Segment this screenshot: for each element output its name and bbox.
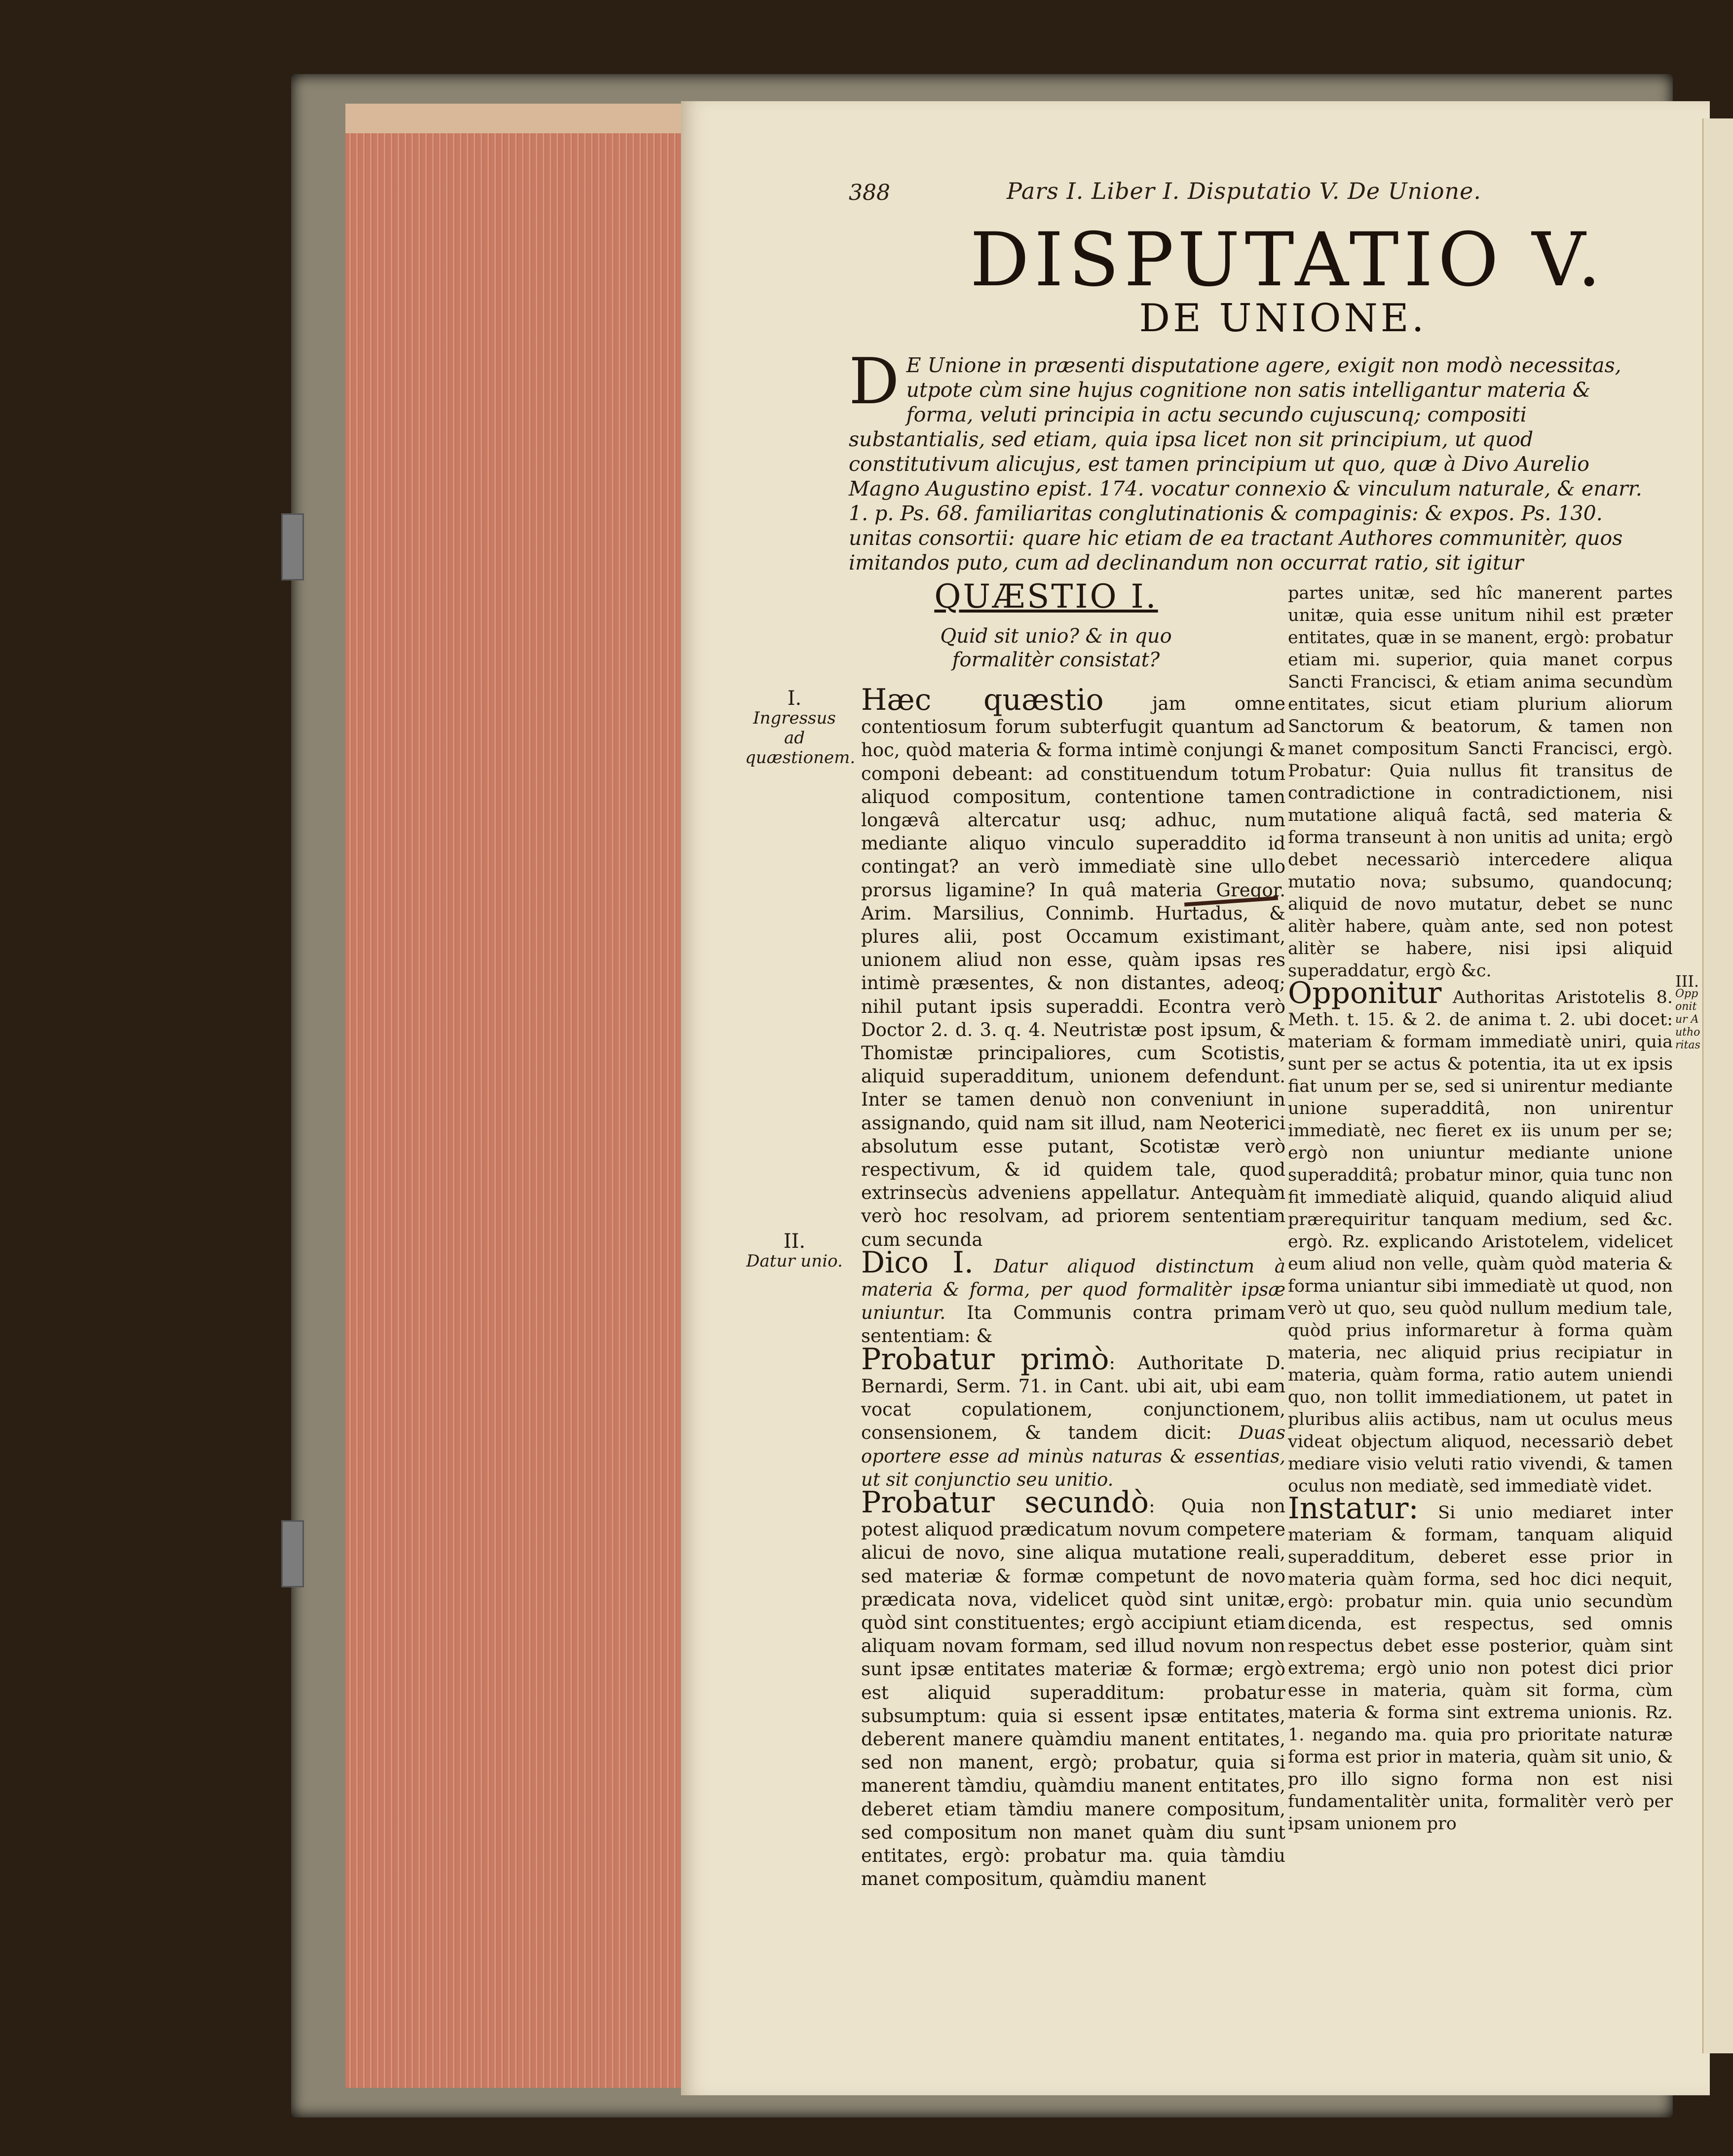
intro-paragraph: [849, 345, 1663, 575]
paragraph: [1288, 976, 1673, 1498]
page-title: DISPUTATIO V.: [970, 217, 1606, 303]
paragraph-text: : Authoritate D. Bernardi, Serm. 71. in Cant. ubi ait, ubi eam vocat copulationem, conjunctionem, consensionem, & tandem dicit:: [861, 1352, 1285, 1444]
paragraph-text: jam omne contentiosum forum subterfugit quantum ad hoc, quòd materia & forma intimè conjungi & componi debeant: ad constituendum totum aliquod compositum, contentione tamen longævâ altercatur usq; adhuc, num mediante aliquo vinculo superaddito id contingat? an verò immediatè sine ullo prorsus ligamine? In quâ materia Gregor. Arim. Marsilius, Connimb. Hurtadus, & plures alii, post Occamum existimant, unionem aliud non esse, quàm ipsas res intimè præsentes, & non distantes, adeoq; nihil putant ipsis superaddi. Econtra verò Doctor 2. d. 3. q. 4. Neutristæ post ipsum, & Thomistæ principaliores, cum Scotistis, aliquid superadditum, unionem defendunt. Inter se tamen denuò non conveniunt in assignando, quid nam sit illud, nam Neoterici absolutum esse putant, Scotistæ verò respectivum, & id quidem tale, quod extrinsecùs adveniens appellatur. Antequàm verò hoc resolvam, ad priorem sententiam cum secunda: [861, 693, 1286, 1250]
paragraph: [861, 1485, 1285, 1890]
intro-text: E Unione in præsenti disputatione agere, exigit non modò necessitas, utpote cùm sine hujus cognitione non satis intelligantur materia & forma, veluti principia in actu secundo cujuscunq; compositi substantialis, sed etiam, quia ipsa licet non sit principium, ut quod constitutivum alicujus, est tamen principium ut quo, quæ à Divo Aurelio Magno Augustino epist. 174. vocatur connexio & vinculum naturale, & enarr. 1. p. Ps. 68. familiaritas conglutinationis & compaginis: & expos. Ps. 130. unitas consortii: quare hic etiam de ea tractant Authores communitèr, quos imitandos puto, cum ad declinandum non occurrat ratio, sit igitur: [849, 353, 1642, 575]
paragraph-text: : Quia non potest aliquod prædicatum novum competere alicui de novo, sine aliqua mutatione reali, sed materiæ & formæ competunt de novo prædicata nova, videlicet quòd sint unitæ, quòd sint constituentes; ergò accipiunt etiam aliquam novam formam, sed illud novum non sunt ipsæ entitates materiæ & formæ; ergò est aliquid superadditum: probatur subsumptum: quia si essent ipsæ entitates, deberent manere quàmdiu manent entitates, sed non manent, ergò; probatur, quia si manerent tàmdiu, quàmdiu manent entitates, deberet etiam tàmdiu manere compositum, sed compositum non manet quàm diu sunt entitates, ergò: probatur ma. quia tàmdiu manet compositum, quàmdiu manent: [861, 1495, 1285, 1890]
marginal-number: III.: [1675, 972, 1699, 991]
question-heading: QUÆSTIO I.: [934, 578, 1158, 616]
paragraph-lead: Probatur primò: [861, 1342, 1109, 1377]
marginal-note-2: [745, 1232, 844, 1271]
paragraph-italic: Duas oportere esse ad minùs naturas & essentias, ut sit conjunctio seu unitio.: [861, 1422, 1285, 1490]
paragraph-lead: Instatur:: [1288, 1491, 1419, 1526]
page-number: 388: [849, 180, 890, 205]
page-block-edge: [345, 104, 686, 2088]
page-subtitle: DE UNIONE.: [1139, 296, 1427, 341]
paragraph-text: Si unio mediaret inter materiam & formam, tanquam aliquid superadditum, deberet esse prior in materia quàm forma, sed hoc dici nequit, ergò: probatur min. quia unio secundùm dicenda, est respectus, sed omnis respectus debet esse posterior, quàm sint extrema; ergò unio non potest dici prior esse in materia, quàm sit forma, cùm materia & forma sint extrema unionis. Rz. 1. negando ma. quia pro prioritate naturæ forma est prior in materia, quàm sit unio, & pro illo signo forma non est nisi fundamentalitèr unita, formalitèr verò per ipsam unionem pro: [1288, 1503, 1673, 1834]
paragraph-text: partes unitæ, sed hîc manerent partes unitæ, quia esse unitum nihil est præter entitates, quæ in se manent, ergò: probatur etiam mi. superior, quia manet corpus Sancti Francisci, & etiam anima secundùm entitates, sicut etiam plurium aliorum Sanctorum & beatorum, & tamen non manet compositum Sancti Francisci, ergò. Probatur: Quia nullus fit transitus de contradictione in contradictionem, nisi mutatione aliquâ factâ, sed materia & forma transeunt à non unitis ad unita; ergò debet necessariò intercedere aliqua mutatio nova; subsumo, quandocunq; aliquid de novo mutatur, debet se nunc alitèr habere, quàm ante, sed non potest alitèr se habere, nisi ipsi aliquid superaddatur, ergò &c.: [1288, 583, 1673, 981]
paragraph-italic: Datur aliquod distinctum à materia & forma, per quod formalitèr ipsæ uniuntur.: [861, 1255, 1285, 1324]
marginal-text: Opponitur Authoritas: [1675, 988, 1700, 1051]
question-subheading: Quid sit unio? & in quo formalitèr consistat?: [940, 625, 1172, 671]
paragraph-text: Ita Communis contra primam sententiam: &: [861, 1302, 1285, 1347]
marginal-number: II.: [783, 1230, 806, 1253]
drop-cap: D: [849, 345, 900, 419]
marginal-note-1: [745, 687, 856, 768]
marginal-text: Datur unio.: [746, 1251, 843, 1271]
paragraph: [1288, 1491, 1673, 1835]
paragraph: [861, 683, 1286, 1251]
paragraph: [861, 1245, 1285, 1348]
facing-page-edge: [1702, 118, 1733, 2053]
paragraph-lead: Hæc quæstio: [861, 683, 1104, 717]
book-clasp-upper: [281, 513, 304, 580]
paragraph-lead: Dico I.: [861, 1245, 974, 1280]
marginal-text: Ingressus ad quæstionem.: [745, 708, 856, 768]
marginal-note-3: [1675, 972, 1702, 1052]
paragraph: [861, 1342, 1285, 1491]
book-clasp-lower: [281, 1520, 304, 1587]
page-block-top: [345, 104, 686, 133]
paragraph-text: Authoritas Aristotelis 8. Meth. t. 15. & 2. de anima t. 2. ubi docet: materiam & formam immediatè uniri, quia sunt per se actus & potentia, ita ut ex ipsis fiat unum per se, sed si unirentur mediante unione superadditâ, non unirentur immediatè, nec fieret ex iis unum per se; ergò non uniuntur mediante unione superadditâ; probatur minor, quia tunc non fit immediatè aliquid, quando aliquid aliud prærequiritur tanquam medium, sed &c. ergò. Rz. explicando Aristotelem, videlicet eum aliud non velle, quàm quòd materia & forma uniantur sibi immediatè ut quod, non verò ut quo, seu quòd nullum medium tale, quòd prius informaretur à forma quàm materia, nec aliquid prius recipiatur in materia, quàm forma, ratio autem uniendi quo, non tollit immediationem, ut patet in pluribus aliis actibus, nam ut oculus meus videat objectum aliquod, necessariò debet mediare visio veluti ratio vivendi, & tamen oculus non mediatè, sed immediatè videt.: [1288, 988, 1673, 1496]
paragraph-lead: Probatur secundò: [861, 1485, 1149, 1520]
running-head: Pars I. Liber I. Disputatio V. De Unione.: [1007, 178, 1482, 204]
text-column-right: [1288, 582, 1673, 1835]
text-column-left: [861, 683, 1286, 1890]
paragraph-lead: Opponitur: [1288, 976, 1442, 1010]
marginal-number: I.: [787, 687, 802, 710]
paragraph: [1288, 582, 1673, 982]
